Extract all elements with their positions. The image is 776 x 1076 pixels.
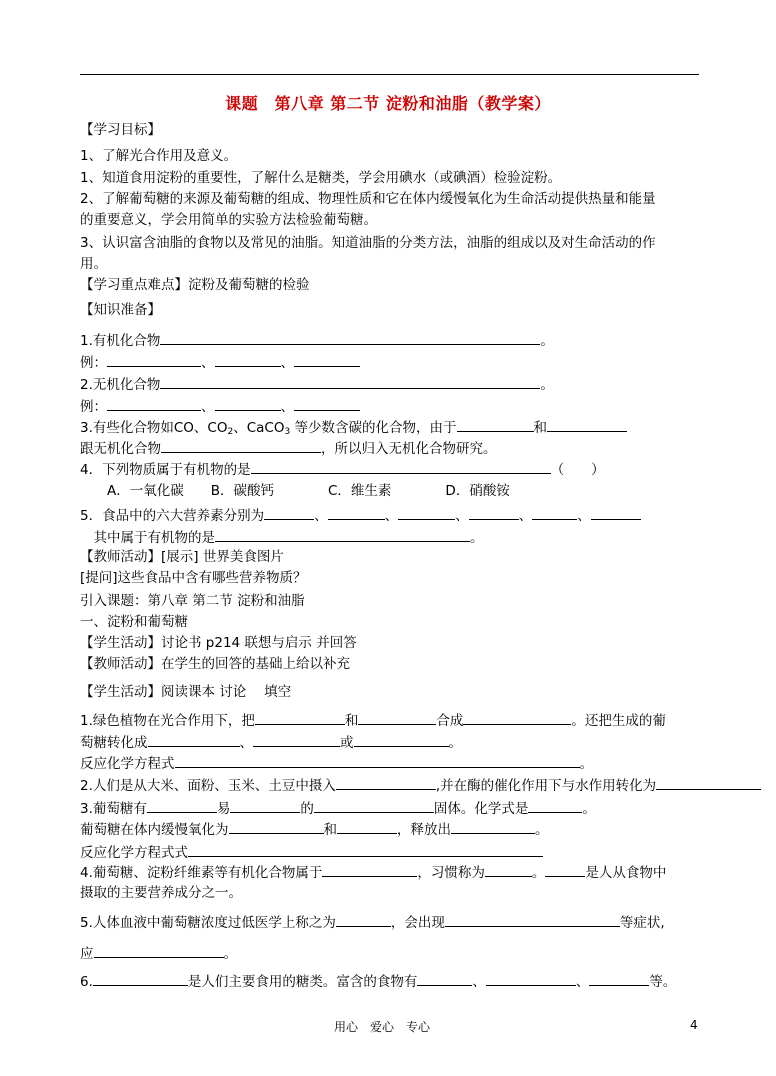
line-text: 引入课题：第八章 第二节 淀粉和油脂 [80,593,305,609]
line-text: 、 [280,399,294,415]
text-line [80,482,510,500]
fill-in-blank[interactable] [314,798,434,813]
text-line [80,710,666,730]
fill-in-blank[interactable] [107,396,201,411]
fill-in-blank[interactable] [547,417,627,432]
line-text: 【知识准备】 [80,302,161,318]
line-text: 。 [448,735,462,751]
line-text: A．一氧化碳 B．碳酸钙 C．维生素 D．硝酸铵 [80,483,510,499]
text-line [80,301,161,319]
fill-in-blank[interactable] [107,352,201,367]
text-line [80,438,497,458]
text-line [80,884,242,902]
line-text: 和 [323,822,337,838]
fill-in-blank[interactable] [528,798,582,813]
line-text: [提问]这些食品中含有哪些营养物质？ [80,570,307,586]
line-text: ,并在酶的催化作用下与水作用转化为 [435,778,657,794]
fill-in-blank[interactable] [253,732,340,747]
line-text: （ ） [550,462,605,478]
fill-in-blank[interactable] [336,775,436,790]
line-text: 和 [344,713,359,729]
line-text: 3.有些化合物如CO、CO [80,420,228,436]
text-line [80,211,377,229]
text-line [80,842,543,862]
text-line [80,374,554,394]
line-text: 4.葡萄糖、淀粉纤维素等有机化合物属于 [80,865,323,881]
line-text: 。 [535,822,549,838]
text-line [80,255,107,273]
fill-in-blank[interactable] [532,505,577,520]
line-text: 【学生活动】讨论书 p214 联想与启示 并回答 [80,635,357,651]
fill-in-blank[interactable] [215,396,281,411]
line-text: 、 [239,735,253,751]
line-text: 5．食品中的六大营养素分别为 [80,508,265,524]
line-text: 。 [579,756,593,772]
fill-in-blank[interactable] [230,798,300,813]
line-text: 、 [280,355,294,371]
line-text: 等。 [649,974,677,990]
fill-in-blank[interactable] [322,862,417,877]
line-text: 、 [455,508,469,524]
line-text: 3、认识富含油脂的食物以及常见的油脂。知道油脂的分类方法，油脂的组成以及对生命活动的作 [80,235,656,251]
line-text: 合成 [436,713,464,729]
text-line [80,634,357,652]
line-text: ，释放出 [397,822,451,838]
line-text: 、 [575,974,590,990]
line-text: 一、淀粉和葡萄糖 [80,614,188,630]
text-line [80,527,484,547]
text-line [80,613,188,631]
line-text: 葡萄糖在体内缓慢氧化为 [80,822,229,838]
fill-in-blank[interactable] [229,819,324,834]
line-text: 例： [80,399,107,415]
text-line [80,169,561,187]
line-text: 2.人们是从大米、面粉、玉米、土豆中摄入 [80,778,336,794]
fill-in-blank[interactable] [255,710,345,725]
line-text: 、 [201,355,215,371]
line-text: 2、了解葡萄糖的来源及葡萄糖的组成、物理性质和它在体内缓慢氧化为生命活动提供热量和能量 [80,191,656,207]
fill-in-blank[interactable] [264,505,314,520]
line-text: 用。 [80,256,107,272]
text-line [80,775,761,795]
fill-in-blank[interactable] [545,862,585,877]
text-line [80,943,237,963]
line-text: 、 [384,508,399,524]
line-text: 1、知道食用淀粉的重要性，了解什么是糖类，学会用碘水（或碘酒）检验淀粉。 [80,170,562,186]
fill-in-blank[interactable] [215,352,281,367]
line-text: 1.有机化合物 [80,333,161,349]
fill-in-blank[interactable] [175,753,580,768]
line-text: 【学习重点难点】淀粉及葡萄糖的检验 [80,277,310,293]
fill-in-blank[interactable] [417,971,472,986]
line-text: 反应化学方程式式 [80,845,188,861]
line-text: 跟无机化合物 [80,441,161,457]
line-text: 6. [80,974,93,990]
line-text: 是人从食物中 [585,865,667,881]
line-text: 易 [216,801,231,817]
fill-in-blank[interactable] [94,943,224,958]
line-text: 。 [540,377,554,393]
fill-in-blank[interactable] [463,710,571,725]
fill-in-blank[interactable] [147,798,217,813]
page-number: 4 [690,1018,698,1032]
line-text: ，习惯称为 [417,865,485,881]
line-text: ，所以归入无机化合物研究。 [321,441,497,457]
line-text: 【学生活动】阅读课本 讨论 填空 [80,684,292,700]
line-text: 1.绿色植物在光合作用下，把 [80,713,255,729]
fill-in-blank[interactable] [160,374,540,389]
fill-in-blank[interactable] [148,732,240,747]
text-line [80,548,284,566]
page-title: 课题 第八章 第二节 淀粉和油脂（教学案） [225,94,551,113]
text-line [80,190,656,208]
line-text: 等少数含碳的化合物，由于 [290,420,457,436]
text-line [80,352,360,372]
fill-in-blank[interactable] [398,505,455,520]
fill-in-blank[interactable] [469,505,519,520]
line-text: 、 [472,974,486,990]
fill-in-blank[interactable] [485,862,532,877]
text-line [80,121,161,139]
text-line [80,819,549,839]
fill-in-blank[interactable] [161,438,321,453]
line-text: 【学习目标】 [80,122,161,138]
line-text: 、 [201,399,215,415]
fill-in-blank[interactable] [294,396,360,411]
line-text: 3.葡萄糖有 [80,801,147,817]
text-line [80,330,554,350]
fill-in-blank[interactable] [160,330,540,345]
line-text: 或 [340,735,354,751]
text-line [80,276,310,294]
header-rule [80,74,699,75]
fill-in-blank[interactable] [591,505,641,520]
fill-in-blank[interactable] [294,352,360,367]
line-text: 应 [80,946,94,962]
text-line [80,396,360,416]
line-text: 摄取的主要营养成分之一。 [80,885,242,901]
line-text: 固体。化学式是 [433,801,529,817]
line-text: 的 [300,801,314,817]
text-line [80,912,665,932]
text-line [80,147,237,165]
line-text: 。 [223,946,237,962]
fill-in-blank[interactable] [328,505,385,520]
text-line [80,592,305,610]
fill-in-blank[interactable] [337,819,397,834]
line-text: 萄糖转化成 [80,735,148,751]
fill-in-blank[interactable] [251,459,551,474]
fill-in-blank[interactable] [215,527,470,542]
text-line [80,655,350,673]
text-line [80,862,666,882]
line-text: 、CaCO [233,420,285,436]
text-line [80,683,291,701]
fill-in-blank[interactable] [656,775,761,790]
text-line [80,459,605,479]
fill-in-blank[interactable] [93,971,188,986]
line-text: 例： [80,355,107,371]
text-line [80,569,307,587]
subscript: 2 [227,427,234,437]
line-text: 2.无机化合物 [80,377,161,393]
text-line [80,753,593,773]
fill-in-blank[interactable] [451,819,535,834]
text-line [80,971,676,991]
fill-in-blank[interactable] [188,842,543,857]
fill-in-blank[interactable] [358,710,436,725]
line-text: 、 [577,508,591,524]
line-text: 等症状, [619,915,665,931]
line-text: 。 [582,801,596,817]
text-line [80,234,656,252]
fill-in-blank[interactable] [445,912,620,927]
subscript: 3 [284,427,291,437]
line-text: 、 [314,508,328,524]
line-text: 。 [470,530,484,546]
text-line [80,798,596,818]
line-text: 5.人体血液中葡萄糖浓度过低医学上称之为 [80,915,336,931]
footer-motto: 用心 爱心 专心 [334,1020,431,1034]
line-text: 1、了解光合作用及意义。 [80,148,238,164]
line-text: 和 [533,420,548,436]
text-line [80,732,462,752]
line-text: 【教师活动】[展示] 世界美食图片 [80,549,284,565]
line-text: 的重要意义，学会用简单的实验方法检验葡萄糖。 [80,212,377,228]
fill-in-blank[interactable] [589,971,649,986]
line-text: ，会出现 [390,915,445,931]
line-text: 4．下列物质属于有机物的是 [80,462,251,478]
line-text: 反应化学方程式 [80,756,175,772]
line-text: 【教师活动】在学生的回答的基础上给以补充 [80,656,350,672]
line-text: 。 [531,865,546,881]
fill-in-blank[interactable] [457,417,534,432]
fill-in-blank[interactable] [354,732,449,747]
line-text: 。还把生成的葡 [571,713,666,729]
line-text: 是人们主要食用的糖类。富含的食物有 [187,974,418,990]
line-text: 其中属于有机物的是 [80,530,215,546]
line-text: 、 [518,508,533,524]
fill-in-blank[interactable] [336,912,391,927]
text-line [80,505,641,525]
line-text: 。 [540,333,554,349]
fill-in-blank[interactable] [486,971,576,986]
